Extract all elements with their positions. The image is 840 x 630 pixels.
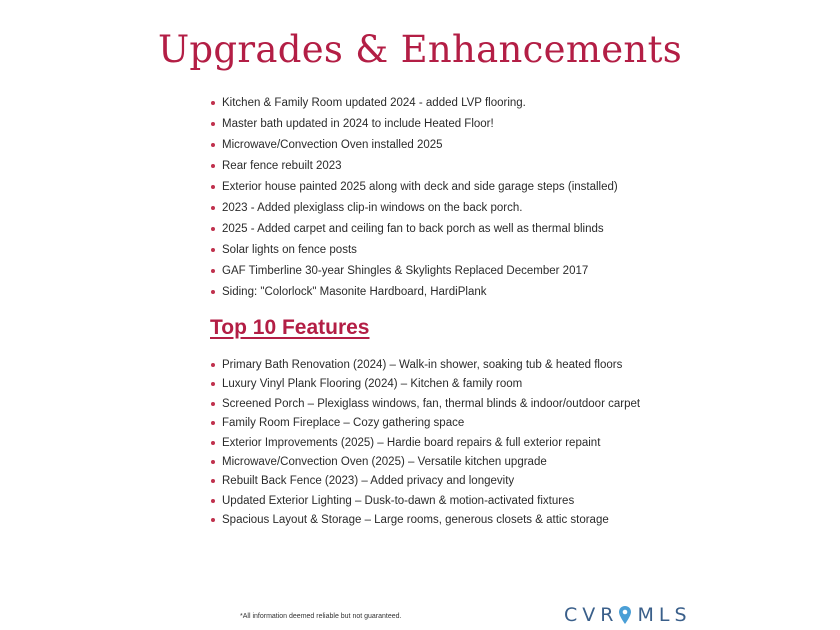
map-pin-icon: [618, 605, 632, 625]
list-item: Solar lights on fence posts: [209, 242, 618, 263]
list-item: Kitchen & Family Room updated 2024 - added LVP flooring.: [209, 95, 618, 116]
list-item: Primary Bath Renovation (2024) – Walk-in shower, soaking tub & heated floors: [209, 357, 640, 376]
logo-text-left: CVR: [564, 604, 619, 626]
list-item: Updated Exterior Lighting – Dusk-to-dawn & motion-activated fixtures: [209, 493, 640, 512]
upgrades-list: [209, 95, 618, 305]
list-item: Family Room Fireplace – Cozy gathering space: [209, 415, 640, 434]
features-heading: Top 10 Features: [210, 316, 370, 339]
list-item: Luxury Vinyl Plank Flooring (2024) – Kitchen & family room: [209, 376, 640, 395]
cvrmls-logo: [564, 604, 692, 626]
list-item: Master bath updated in 2024 to include Heated Floor!: [209, 116, 618, 137]
list-item: 2025 - Added carpet and ceiling fan to back porch as well as thermal blinds: [209, 221, 618, 242]
list-item: Rebuilt Back Fence (2023) – Added privacy and longevity: [209, 473, 640, 492]
list-item: Microwave/Convection Oven installed 2025: [209, 137, 618, 158]
list-item: Spacious Layout & Storage – Large rooms, generous closets & attic storage: [209, 512, 640, 531]
disclaimer: *All information deemed reliable but not guaranteed.: [240, 613, 402, 620]
list-item: 2023 - Added plexiglass clip-in windows on the back porch.: [209, 200, 618, 221]
list-item: Exterior Improvements (2025) – Hardie board repairs & full exterior repaint: [209, 435, 640, 454]
list-item: Screened Porch – Plexiglass windows, fan, thermal blinds & indoor/outdoor carpet: [209, 396, 640, 415]
list-item: Microwave/Convection Oven (2025) – Versatile kitchen upgrade: [209, 454, 640, 473]
features-list: [209, 357, 640, 532]
list-item: Siding: "Colorlock" Masonite Hardboard, HardiPlank: [209, 284, 618, 305]
list-item: Exterior house painted 2025 along with deck and side garage steps (installed): [209, 179, 618, 200]
logo-text-right: MLS: [637, 604, 692, 626]
page-title: Upgrades & Enhancements: [157, 28, 683, 71]
list-item: GAF Timberline 30-year Shingles & Skylights Replaced December 2017: [209, 263, 618, 284]
list-item: Rear fence rebuilt 2023: [209, 158, 618, 179]
